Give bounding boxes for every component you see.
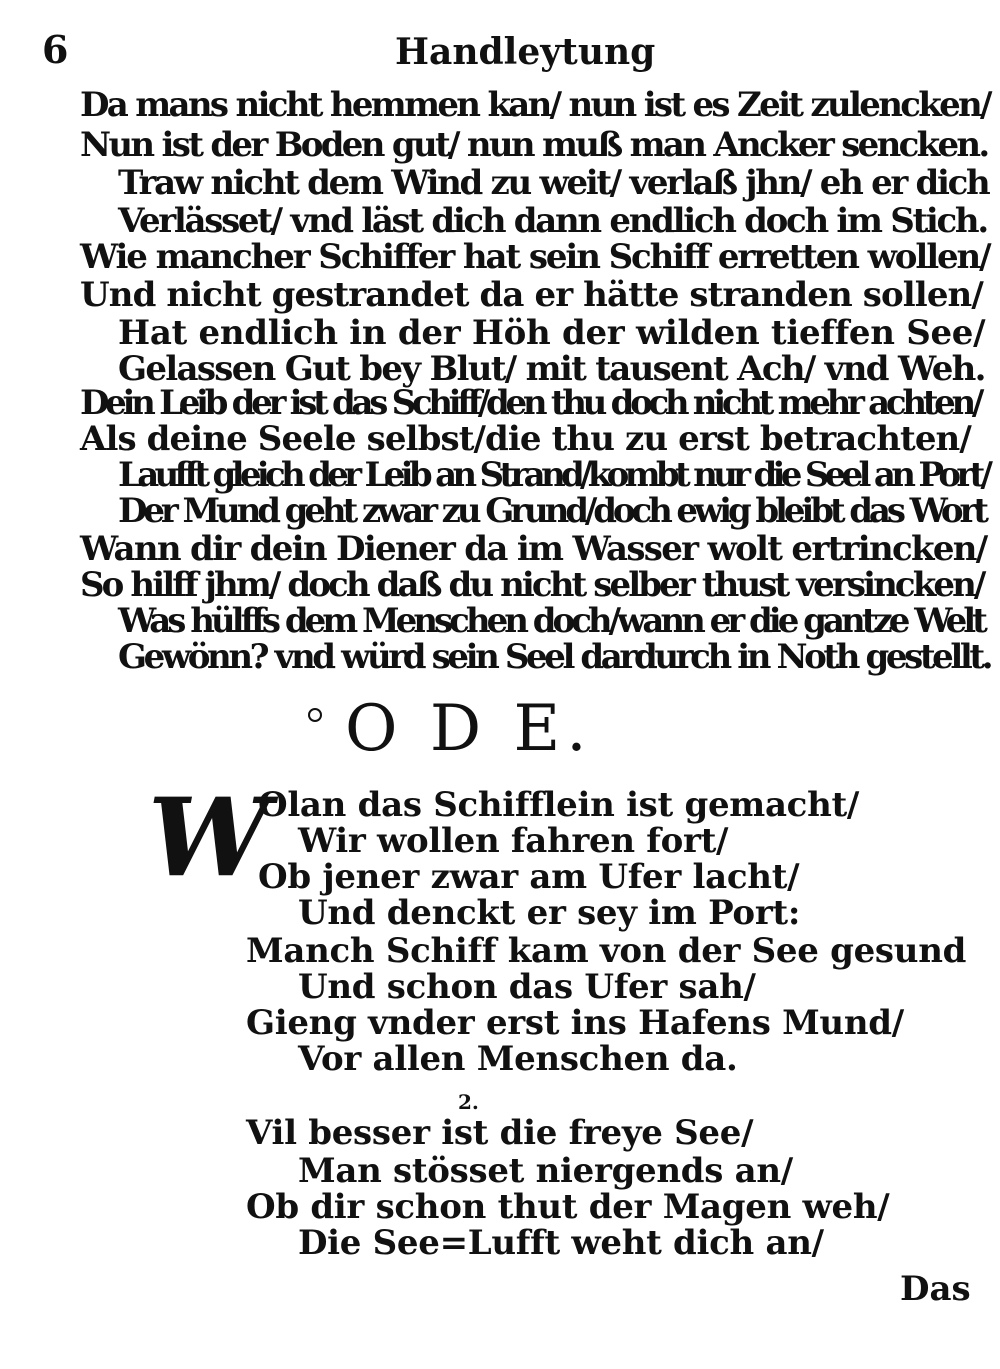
ode-line: Man stösset niergends an/ (298, 1151, 793, 1191)
poem-line: Nun ist der Boden gut/ nun muß man Ancker sencken. (80, 125, 988, 165)
ode-line: Vor allen Menschen da. (298, 1039, 738, 1079)
poem-line: Was hülffs dem Menschen doch/wann er die gantze Welt (118, 601, 984, 641)
poem-line: Dein Leib der ist das Schiff/den thu doch nicht mehr achten/ (80, 383, 981, 423)
ode-line: Olan das Schifflein ist gemacht/ (258, 785, 860, 825)
ode-line: Und schon das Ufer sah/ (298, 967, 756, 1007)
ode-line: Und denckt er sey im Port: (298, 893, 801, 933)
ode-line: Vil besser ist die freye See/ (246, 1113, 754, 1153)
poem-line: Laufft gleich der Leib an Strand/kombt nur die Seel an Port/ (118, 455, 989, 495)
stanza-number: 2. (458, 1090, 479, 1114)
poem-line: Und nicht gestrandet da er hätte stranden sollen/ (80, 275, 983, 315)
running-head: Handleytung (395, 31, 656, 73)
ode-line: Gieng vnder erst ins Hafens Mund/ (246, 1003, 904, 1043)
poem-line: Der Mund geht zwar zu Grund/doch ewig bleibt das Wort (118, 491, 985, 531)
poem-line: Hat endlich in der Höh der wilden tieffen See/ (118, 313, 986, 353)
ode-line: Ob jener zwar am Ufer lacht/ (258, 857, 800, 897)
poem-line: Gewönn? vnd würd sein Seel dardurch in Noth gestellt. (118, 637, 991, 677)
poem-line: Gelassen Gut bey Blut/ mit tausent Ach/ vnd Weh. (118, 349, 985, 389)
page-number: 6 (42, 27, 69, 72)
ode-line: Ob dir schon thut der Magen weh/ (246, 1187, 890, 1227)
decorated-initial: W (148, 775, 270, 901)
ode-line: Manch Schiff kam von der See gesund (246, 931, 967, 971)
poem-line: Da mans nicht hemmen kan/ nun ist es Zeit zulencken/ (80, 85, 990, 125)
poem-line: Traw nicht dem Wind zu weit/ verlaß jhn/ eh er dich (118, 163, 989, 203)
ornament-icon (308, 708, 322, 722)
poem-line: Als deine Seele selbst/die thu zu erst betrachten/ (80, 419, 971, 459)
poem-line: Wann dir dein Diener da im Wasser wolt ertrincken/ (80, 529, 987, 569)
ode-line: Wir wollen fahren fort/ (298, 821, 729, 861)
poem-line: Verlässet/ vnd läst dich dann endlich doch im Stich. (118, 201, 987, 241)
catchword: Das (900, 1269, 971, 1309)
poem-line: So hilff jhm/ doch daß du nicht selber thust versincken/ (80, 565, 984, 605)
poem-line: Wie mancher Schiffer hat sein Schiff erretten wollen/ (80, 237, 990, 277)
ode-heading: O D E. (345, 692, 593, 766)
ode-line: Die See=Lufft weht dich an/ (298, 1223, 824, 1263)
